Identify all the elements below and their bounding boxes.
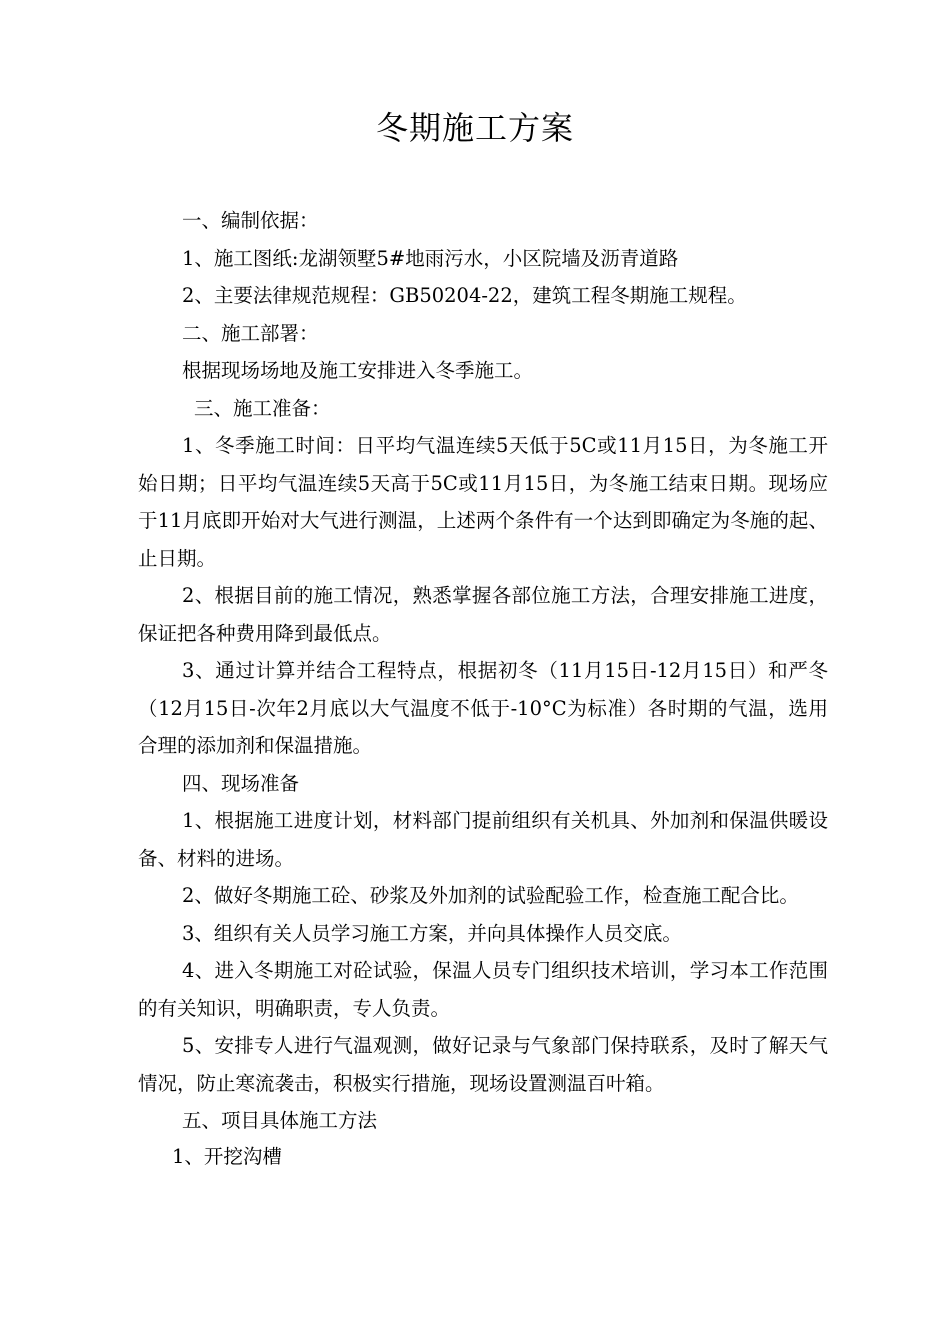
preparation-item-2: 2、根据目前的施工情况，熟悉掌握各部位施工方法，合理安排施工进度，保证把各种费用降到最低点。 bbox=[138, 584, 828, 645]
section-heading-basis: 一、编制依据： bbox=[182, 209, 319, 232]
site-preparation-item-4: 4、进入冬期施工对砼试验，保温人员专门组织技术培训，学习本工作范围的有关知识，明确职责，专人负责。 bbox=[138, 959, 828, 1020]
deployment-paragraph: 根据现场场地及施工安排进入冬季施工。 bbox=[182, 359, 534, 382]
document-title: 冬期施工方案 bbox=[375, 109, 574, 147]
site-preparation-item-1: 1、根据施工进度计划，材料部门提前组织有关机具、外加剂和保温供暖设备、材料的进场。 bbox=[138, 809, 828, 870]
site-preparation-item-3: 3、组织有关人员学习施工方案，并向具体操作人员交底。 bbox=[182, 921, 682, 945]
section-heading-methods: 五、项目具体施工方法 bbox=[182, 1109, 378, 1132]
section-heading-deployment: 二、施工部署： bbox=[182, 321, 319, 345]
site-preparation-item-5: 5、安排专人进行气温观测，做好记录与气象部门保持联系，及时了解天气情况，防止寒流袭击，积极实行措施，现场设置测温百叶箱。 bbox=[138, 1034, 828, 1095]
methods-item-trench: 1、开挖沟槽 bbox=[172, 1144, 282, 1168]
site-preparation-item-2: 2、做好冬期施工砼、砂浆及外加剂的试验配验工作，检查施工配合比。 bbox=[182, 884, 799, 907]
section-heading-site-preparation: 四、现场准备 bbox=[182, 771, 300, 795]
basis-item-regulations: 2、主要法律规范规程：GB50204-22，建筑工程冬期施工规程。 bbox=[182, 284, 747, 307]
preparation-item-3: 3、通过计算并结合工程特点，根据初冬（11月15日-12月15日）和严冬（12月15日-次年2月底以大气温度不低于-10°C为标准）各时期的气温，选用合理的添加剂和保温措施。 bbox=[138, 659, 828, 757]
section-heading-preparation: 三、施工准备： bbox=[194, 396, 331, 420]
preparation-item-1: 1、冬季施工时间：日平均气温连续5天低于5C或11月15日，为冬施工开始日期；日平均气温连续5天高于5C或11月15日，为冬施工结束日期。现场应于11月底即开始对大气进行测温，上述两个条件有一个达到即确定为冬施的起、止日期。 bbox=[138, 434, 828, 570]
document-body bbox=[138, 202, 828, 1174]
basis-item-drawings: 1、施工图纸:龙湖领墅5#地雨污水，小区院墙及沥青道路 bbox=[182, 246, 679, 270]
